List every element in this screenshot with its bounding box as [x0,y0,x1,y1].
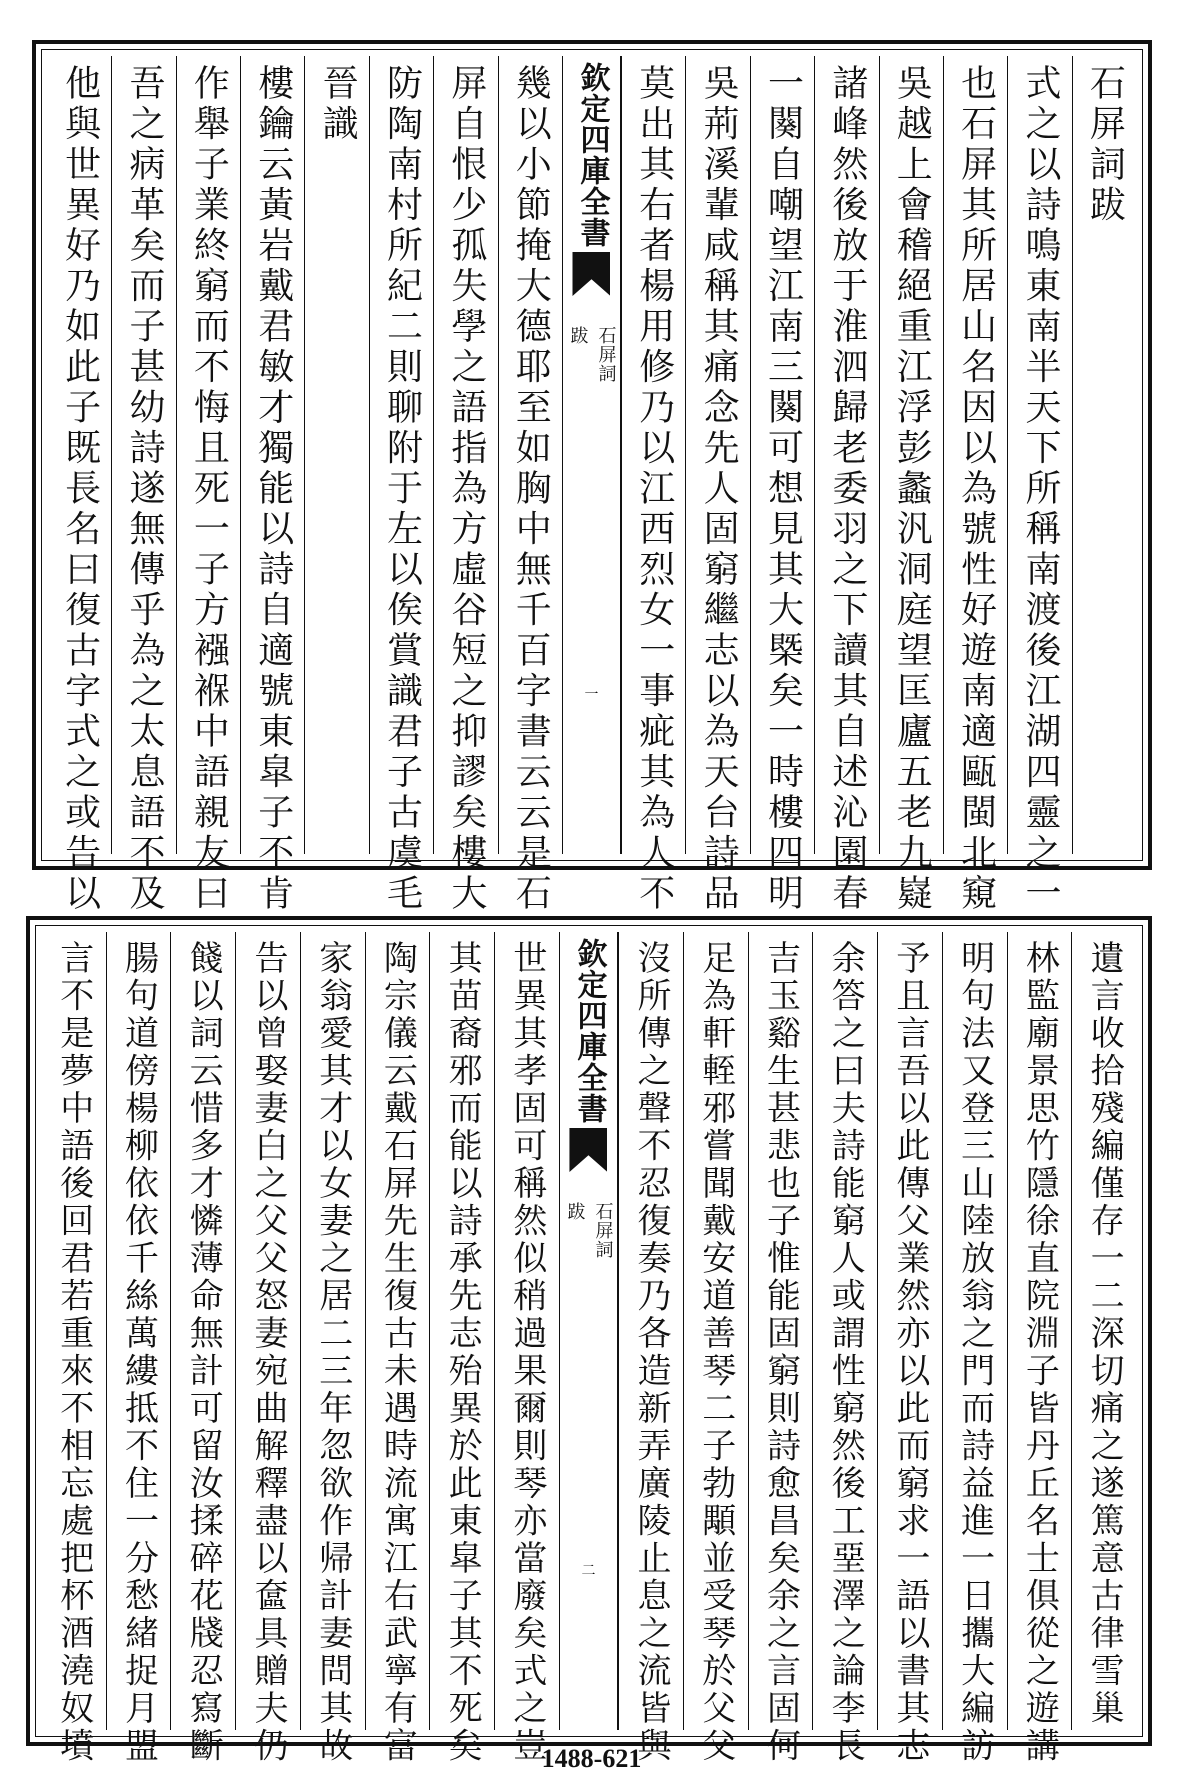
column-text: 吉玉谿生甚悲也子惟能固窮則詩愈昌矣余之言固何 [760,940,801,1765]
banner-book-title: 石屏詞 [592,1202,614,1259]
text-column [812,932,877,1765]
text-column [240,56,304,915]
column-text: 余答之曰夫詩能窮人或謂性窮然後工堊澤之論李長 [825,940,866,1765]
text-column [943,56,1007,915]
fishtail-mark-icon [572,252,610,296]
column-text: 吳荊溪輩咸稱其痛念先人固窮繼志以為天台詩品 [698,64,740,915]
center-banner [562,56,621,854]
text-column [748,932,813,1765]
banner-labels [561,1202,615,1259]
text-column [618,932,683,1765]
column-text: 遺言收拾殘編僅存一二深切痛之遂篤意古律雪巢 [1084,940,1125,1728]
text-column [1072,56,1136,854]
banner-book-title: 石屏詞 [595,326,617,383]
banner-section: 跋 [564,1202,586,1221]
column-text: 晉識 [317,64,359,145]
column-text: 吾之病革矣而子甚幼詩遂無傳乎為之太息語不及 [124,64,166,915]
column-text: 屏自恨少孤失學之語指為方虛谷短之抑謬矣樓大 [445,64,487,915]
text-column [170,932,235,1765]
text-column [685,56,749,915]
column-text: 言不是夢中語後回君若重來不相忘處把杯酒澆奴墳 [53,940,94,1765]
column-text: 一闋自嘲望江南三闋可想見其大槩矣一時樓四明 [762,64,804,915]
page-number: 1488-621 [541,1744,642,1773]
text-column [42,932,106,1765]
text-column [111,56,175,915]
column-text: 告以曾娶妻白之父父怒妻宛曲解釋盡以奩具贈夫仍 [247,940,288,1765]
column-text: 石屏詞跋 [1084,64,1126,226]
column-text: 諸峰然後放于淮泗歸老委羽之下讀其自述沁園春 [826,64,868,915]
center-banner [559,932,618,1730]
text-column [48,56,111,915]
text-column [621,56,685,915]
text-column [106,932,171,1765]
text-column [300,932,365,1765]
column-text: 幾以小節掩大德耶至如胸中無千百字書云云是石 [510,64,552,915]
column-text: 餞以詞云惜多才憐薄命無計可留汝揉碎花牋忍寫斷 [183,940,224,1765]
text-column [365,932,430,1765]
column-text: 足為軒輊邪嘗聞戴安道善琴二子勃顒並受琴於父父 [695,940,736,1765]
column-text: 式之以詩鳴東南半天下所稱南渡後江湖四靈之一 [1019,64,1061,915]
text-column [814,56,878,915]
text-column [1007,56,1071,915]
text-column [942,932,1007,1765]
banner-title: 欽定四庫全書 [571,938,607,1124]
fishtail-mark-icon [569,1128,607,1172]
text-column [498,56,562,915]
folio-number: 二 [581,1563,596,1579]
column-text: 明句法又登三山陸放翁之門而詩益進一日攜大編訪 [954,940,995,1765]
column-text: 也石屏其所居山名因以為號性好遊南適甌閩北窺 [955,64,997,915]
text-column [429,932,494,1765]
text-column [433,56,497,915]
column-text: 作舉子業終窮而不悔且死一子方襁褓中語親友曰 [188,64,230,915]
text-column [750,56,814,915]
column-text: 樓鑰云黃岩戴君敏才獨能以詩自適號東皐子不肯 [252,64,294,915]
text-column [235,932,300,1765]
column-text: 其苗裔邪而能以詩承先志殆異於此東皐子其不死矣 [442,940,483,1765]
column-text: 莫出其右者楊用修乃以江西烈女一事疵其為人不 [633,64,675,915]
column-text: 予且言吾以此傳父業然亦以此而窮求一語以書其志 [889,940,930,1765]
top-page [32,40,1152,915]
text-column [304,56,368,854]
text-column [683,932,748,1765]
column-text: 林監廟景思竹隱徐直院淵子皆丹丘名士俱從之遊講 [1019,940,1060,1765]
text-column [879,56,943,915]
text-column [1071,932,1136,1730]
banner-labels [564,326,618,383]
banner-title: 欽定四庫全書 [574,62,610,248]
column-text: 沒所傳之聲不忍復奏乃各造新弄廣陵止息之流皆與 [630,940,671,1765]
column-text: 吳越上會稽絕重江浮彭蠡汎洞庭望匡廬五老九嶷 [891,64,933,915]
column-text: 防陶南村所紀二則聊附于左以俟賞識君子古虞毛 [381,64,423,915]
top-page-columns [48,56,1136,915]
column-text: 他與世異好乃如此子既長名曰復古字式之或告以 [59,64,101,915]
banner-section: 跋 [567,326,589,345]
text-column [494,932,559,1765]
text-column [369,56,433,915]
text-column [176,56,240,915]
text-column [877,932,942,1765]
column-text: 陶宗儀云戴石屏先生復古未遇時流寓江右武寧有富 [377,940,418,1765]
column-text: 家翁愛其才以女妻之居二三年忽欲作帰計妻問其故 [312,940,353,1765]
folio-number: 一 [584,687,599,703]
text-column [1007,932,1072,1765]
column-text: 世異其孝固可稱然似稍過果爾則琴亦當廢矣式之豈 [506,940,547,1765]
column-text: 腸句道傍楊柳依依千絲萬縷抵不住一分愁緒捉月盟 [118,940,159,1765]
